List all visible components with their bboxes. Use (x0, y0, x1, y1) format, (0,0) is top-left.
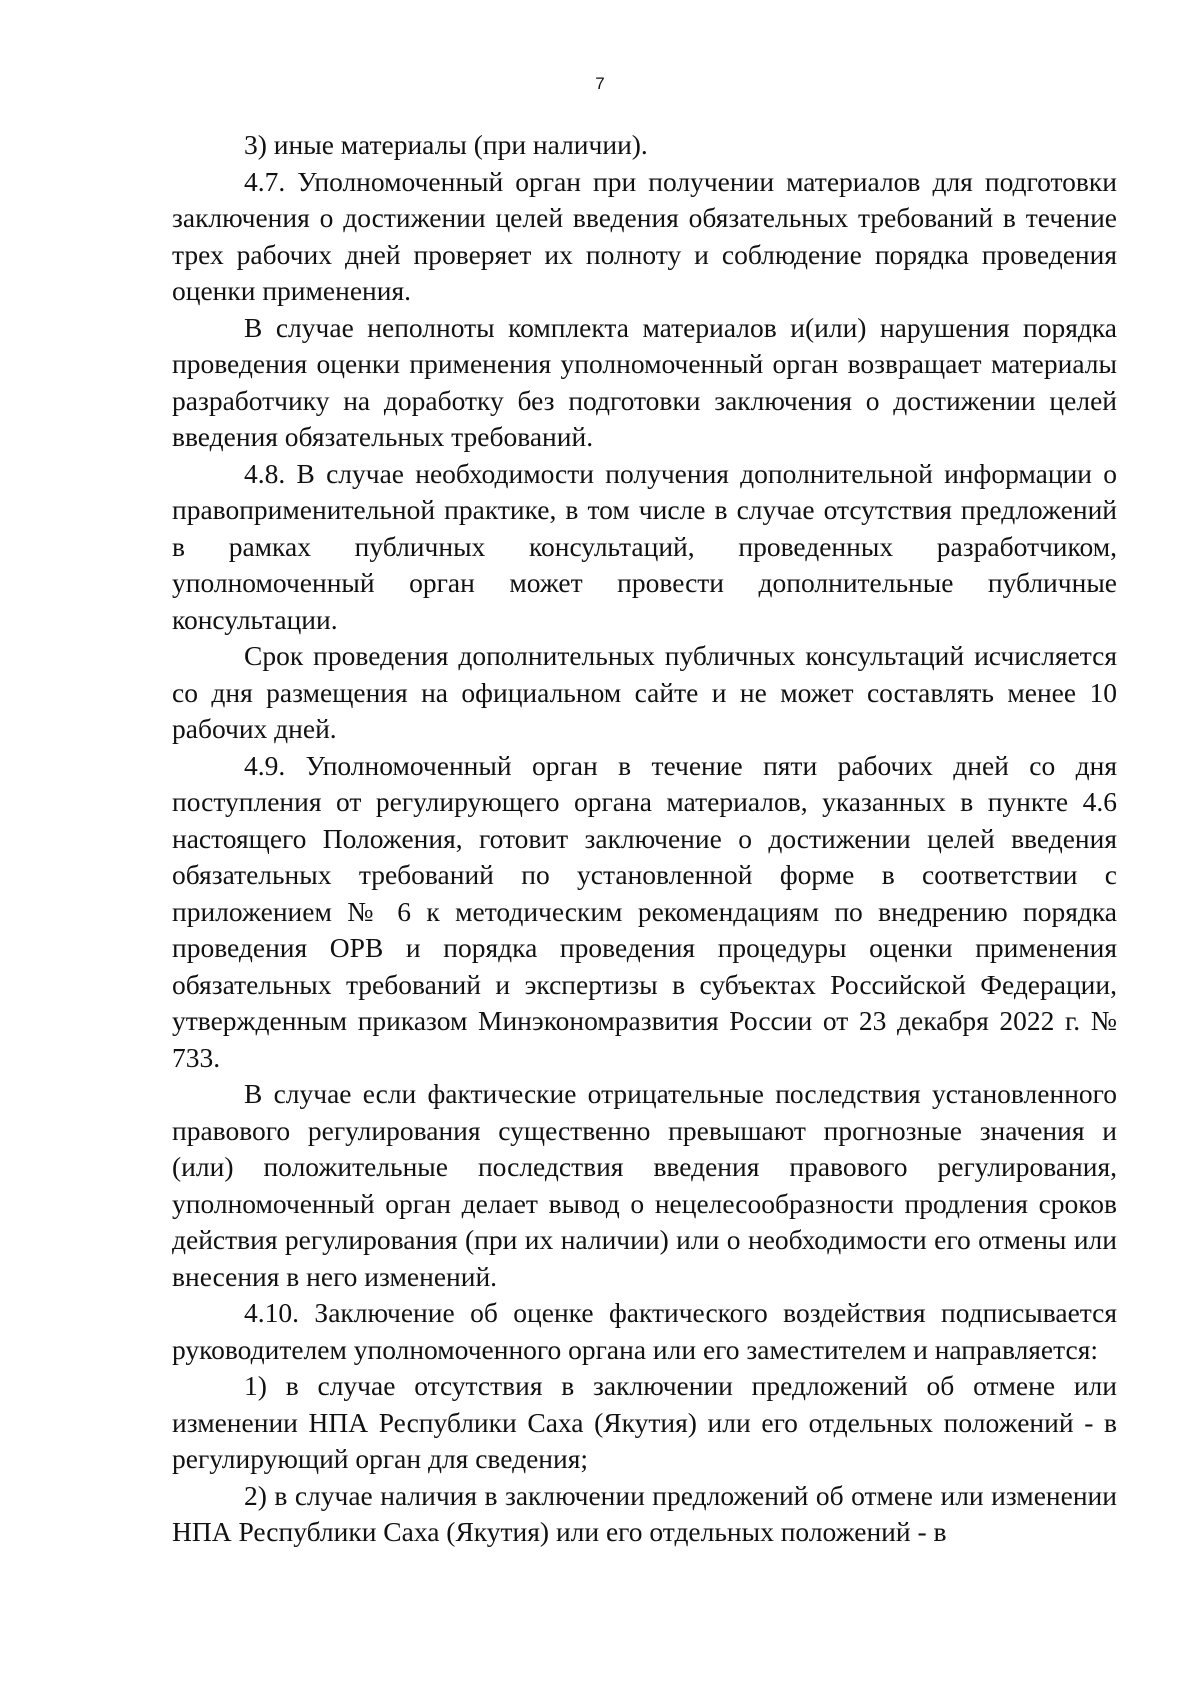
clause-4-7-incomplete-materials: В случае неполноты комплекта материалов и(или) нарушения порядка проведения оценки применения уполномоченный орган возвращает материалы разработчику на доработку без подготовки заключения о достижении целей введения обязательных требований. (172, 311, 1117, 452)
clause-4-10-item-2: 2) в случае наличия в заключении предложений об отмене или изменении НПА Республики Саха (Якутия) или его отдельных положений - в (172, 1479, 1117, 1547)
clause-4-10-item-1: 1) в случае отсутствия в заключении предложений об отмене или изменении НПА Республики Саха (Якутия) или его отдельных положений - в регулирующий орган для сведения; (172, 1370, 1117, 1474)
clause-4-9: 4.9. Уполномоченный орган в течение пяти рабочих дней со дня поступления от регулирующего органа материалов, указанных в пункте 4.6 настоящего Положения, готовит заключение о достижении целей введения обязательных требований по установленной форме в соответствии с приложением № 6 к методическим рекомендациям по внедрению порядка проведения ОРВ и порядка проведения процедуры оценки применения обязательных требований и экспертизы в субъектах Российской Федерации, утвержденным приказом Минэкономразвития России от 23 декабря 2022 г. № 733. (172, 749, 1117, 1073)
clause-4-8: 4.8. В случае необходимости получения дополнительной информации о правоприменительной практике, в том числе в случае отсутствия предложений в рамках публичных консультаций, проведенных разработчиком, уполномоченный орган может провести дополнительные публичные консультации. (172, 457, 1117, 635)
clause-4-10: 4.10. Заключение об оценке фактического воздействия подписывается руководителем уполномоченного органа или его заместителем и направляется: (172, 1297, 1117, 1365)
clause-4-8-consultation-period: Срок проведения дополнительных публичных консультаций исчисляется со дня размещения на официальном сайте и не может составлять менее 10 рабочих дней. (172, 640, 1117, 744)
document-body (172, 127, 1117, 1551)
clause-4-9-negative-consequences: В случае если фактические отрицательные последствия установленного правового регулирования существенно превышают прогнозные значения и (или) положительные последствия введения правового регулирования, уполномоченный орган делает вывод о нецелесообразности продления сроков действия регулирования (при их наличии) или о необходимости его отмены или внесения в него изменений. (172, 1078, 1117, 1292)
list-item-other-materials: 3) иные материалы (при наличии). (244, 129, 648, 160)
clause-4-7: 4.7. Уполномоченный орган при получении материалов для подготовки заключения о достижении целей введения обязательных требований в течение трех рабочих дней проверяет их полноту и соблюдение порядка проведения оценки применения. (172, 165, 1117, 306)
page-number: 7 (595, 74, 605, 93)
